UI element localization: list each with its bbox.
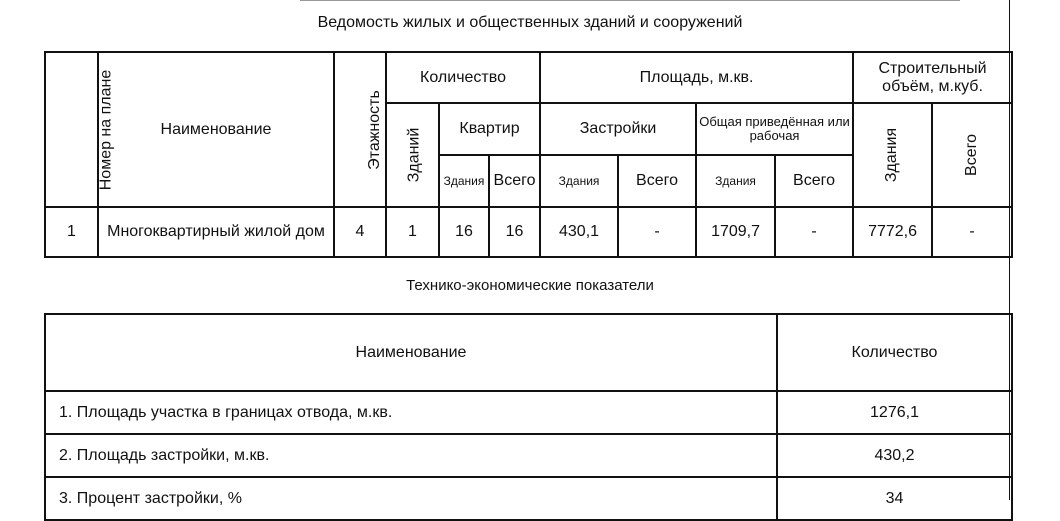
- cell-apartments-total: 16: [489, 207, 540, 257]
- cell-built-up-total: -: [618, 207, 696, 257]
- header-volume-building: Здания: [853, 103, 932, 207]
- indicator-value: 430,2: [777, 434, 1012, 477]
- indicator-name: 3. Процент застройки, %: [45, 477, 777, 520]
- table-row: [45, 391, 1012, 434]
- header-floors: Этажность: [334, 52, 386, 207]
- cell-number: 1: [45, 207, 98, 257]
- cell-built-up-building: 430,1: [540, 207, 618, 257]
- header-built-up-building: Здания: [540, 155, 618, 207]
- header-total-area-total: Всего: [775, 155, 853, 207]
- buildings-table: [44, 51, 1013, 258]
- cell-total-area-building: 1709,7: [696, 207, 775, 257]
- tech-indicators-title: Технико-экономические показатели: [406, 277, 654, 294]
- header-apartments-building: Здания: [439, 155, 489, 207]
- header-total-area-building: Здания: [696, 155, 775, 207]
- cell-name: Многоквартирный жилой дом: [98, 207, 334, 257]
- cell-floors: 4: [334, 207, 386, 257]
- header-total-reduced: Общая приведённая или рабочая: [696, 103, 853, 155]
- cell-apartments-building: 16: [439, 207, 489, 257]
- table-row: [45, 477, 1012, 520]
- top-rule: [300, 0, 960, 1]
- indicator-name: 1. Площадь участка в границах отвода, м.кв.: [45, 391, 777, 434]
- header-quantity: Количество: [386, 52, 540, 103]
- cell-volume-total: -: [932, 207, 1012, 257]
- indicator-value: 34: [777, 477, 1012, 520]
- header-volume-total: Всего: [932, 103, 1012, 207]
- header-buildings: Зданий: [386, 103, 439, 207]
- header-built-up-total: Всего: [618, 155, 696, 207]
- table-row: [45, 207, 1012, 257]
- header-number-on-plan: Номер на плане: [45, 52, 98, 207]
- header-construction-volume: Строительный объём, м.куб.: [853, 52, 1012, 103]
- header-area: Площадь, м.кв.: [540, 52, 853, 103]
- header-apartments-total: Всего: [489, 155, 540, 207]
- buildings-sheet-title: Ведомость жилых и общественных зданий и сооружений: [317, 14, 743, 31]
- cell-total-area-total: -: [775, 207, 853, 257]
- header-indicator-name: Наименование: [45, 314, 777, 391]
- cell-buildings-count: 1: [386, 207, 439, 257]
- header-built-up: Застройки: [540, 103, 696, 155]
- header-indicator-quantity: Количество: [777, 314, 1012, 391]
- header-apartments: Квартир: [439, 103, 540, 155]
- header-name: Наименование: [98, 52, 334, 207]
- indicator-name: 2. Площадь застройки, м.кв.: [45, 434, 777, 477]
- table-row: [45, 434, 1012, 477]
- tech-indicators-table: [44, 313, 1013, 521]
- cell-volume-building: 7772,6: [853, 207, 932, 257]
- indicator-value: 1276,1: [777, 391, 1012, 434]
